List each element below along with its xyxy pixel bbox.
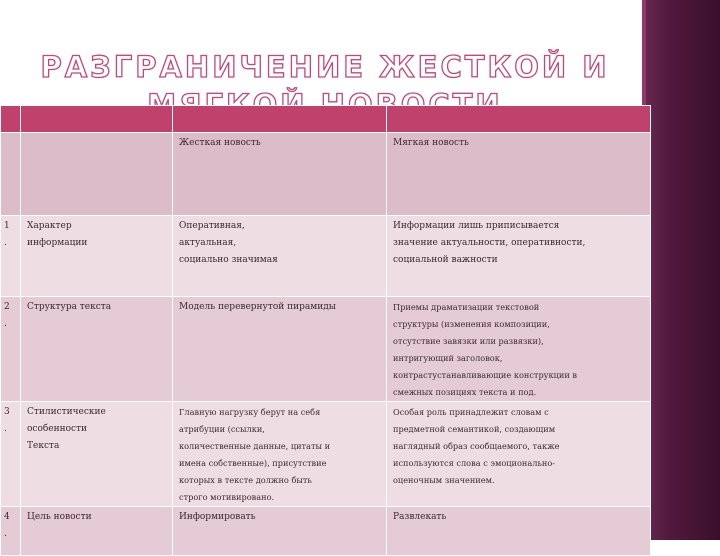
table-header-band [1,106,651,133]
band-cell [387,106,651,133]
row-number: 1 . [1,216,21,297]
row-criterion: Цель новости [21,507,173,556]
comparison-table-wrapper [0,105,650,545]
row-criterion: Структура текста [21,297,173,402]
row-number: 3 . [1,402,21,507]
table-row [1,216,651,297]
table-row [1,402,651,507]
row-soft-news: Особая роль принадлежит словам с предметной семантикой, создающим наглядный образ сообщаемого, также используются слова с эмоционально- оценочным значением. [387,402,651,507]
comparison-table [0,105,651,556]
decorative-side-band [642,0,720,540]
table-header-row [1,133,651,216]
row-hard-news: Модель перевернутой пирамиды [173,297,387,402]
row-criterion: Характер информации [21,216,173,297]
band-cell [173,106,387,133]
row-soft-news: Приемы драматизации текстовой структуры (изменения композиции, отсутствие завязки или развязки), интригующий заголовок, контрастустанавливающие конструкции в смежных позициях текста и под. [387,297,651,402]
row-hard-news: Информировать [173,507,387,556]
header-cell-number [1,133,21,216]
header-cell-soft-news: Мягкая новость [387,133,651,216]
header-cell-criterion [21,133,173,216]
slide-title: РАЗГРАНИЧЕНИЕ ЖЕСТКОЙ И [40,50,610,84]
row-hard-news: Оперативная, актуальная, социально значимая [173,216,387,297]
row-soft-news: Развлекать [387,507,651,556]
row-hard-news: Главную нагрузку берут на себя атрибуции (ссылки, количественные данные, цитаты и имена собственные), присутствие которых в тексте должно быть строго мотивировано. [173,402,387,507]
row-number: 2 . [1,297,21,402]
table-row [1,297,651,402]
header-cell-hard-news: Жесткая новость [173,133,387,216]
row-criterion: Стилистические особенности Текста [21,402,173,507]
band-cell [1,106,21,133]
band-cell [21,106,173,133]
row-soft-news: Информации лишь приписывается значение актуальности, оперативности, социальной важности [387,216,651,297]
table-row [1,507,651,556]
row-number: 4 . [1,507,21,556]
